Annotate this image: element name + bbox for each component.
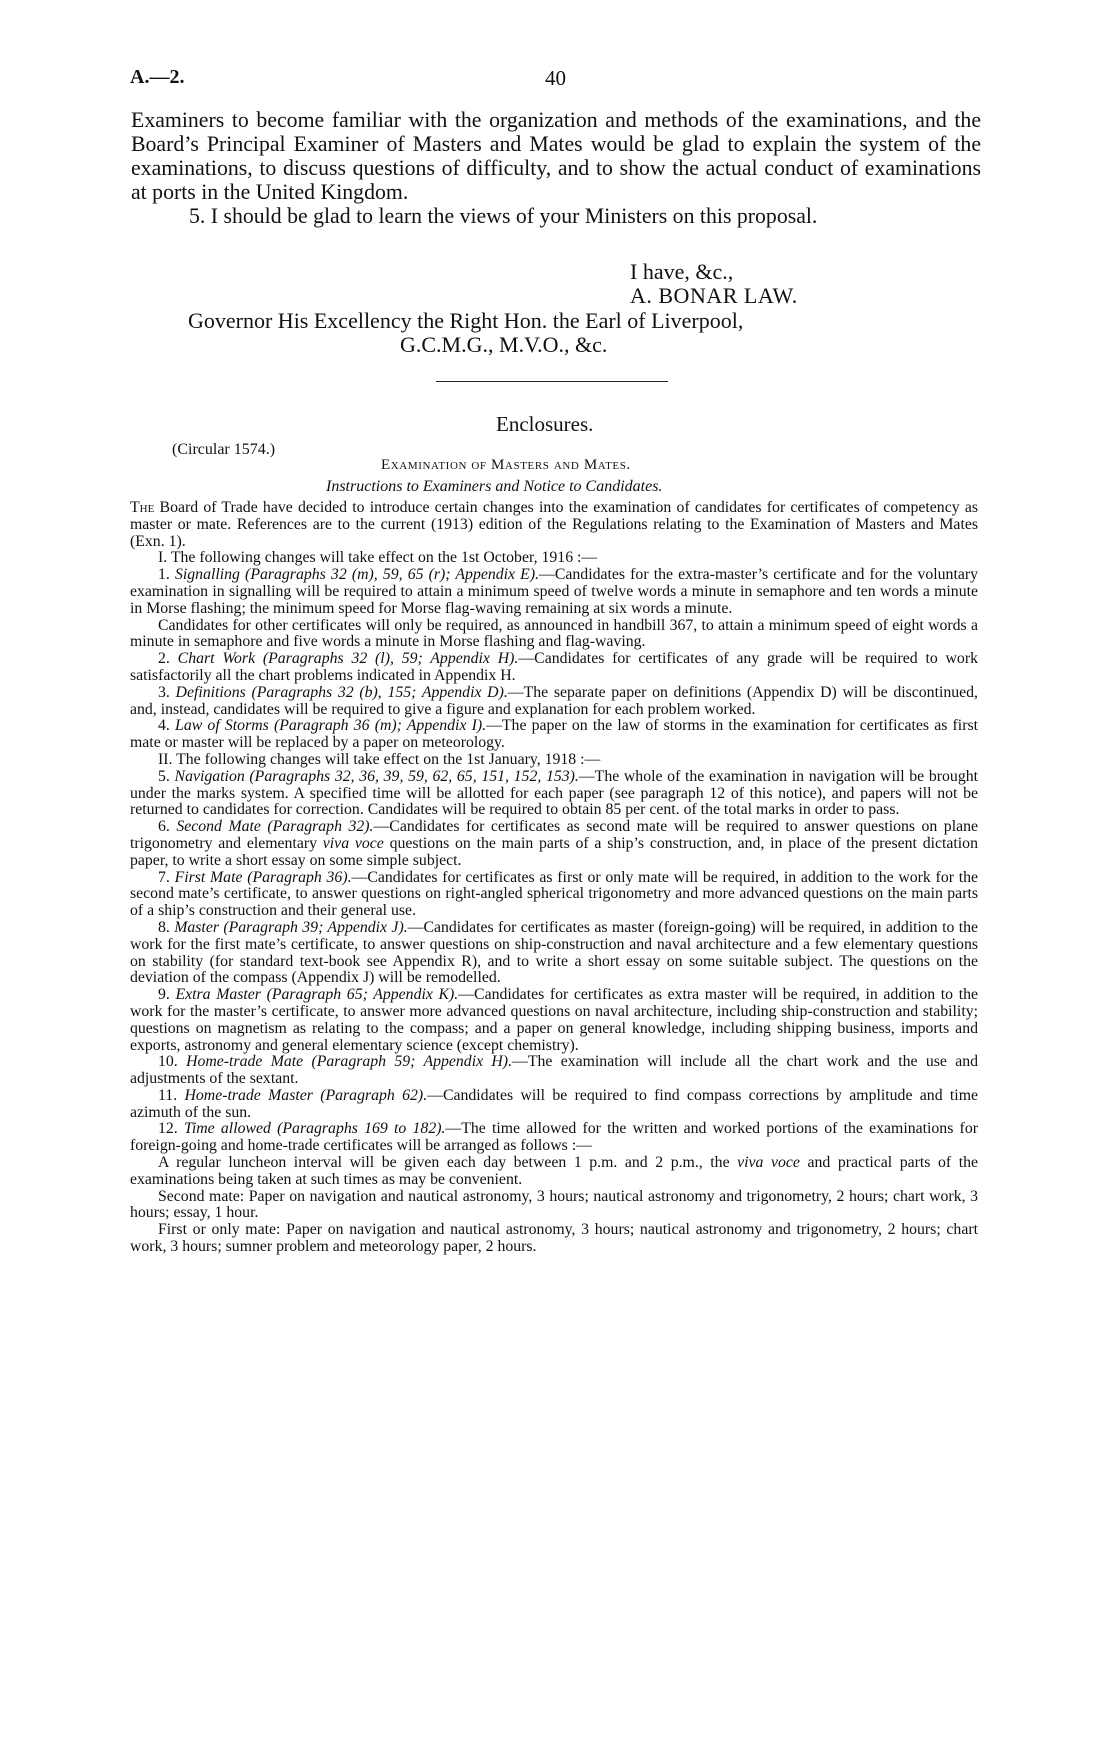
list-item <box>130 651 978 685</box>
circular-intro <box>130 500 978 550</box>
intro-word: The <box>130 499 155 516</box>
item-text: —The paper on the law of storms in the examination for certificates as first mate or master will be replaced by a paper on meteorology. <box>130 717 978 752</box>
item-text: —The examination will include all the chart work and the use and adjustments of the sextant. <box>130 1053 979 1088</box>
page-number: 40 <box>545 66 566 90</box>
item-heading: Extra Master (Paragraph 65; Appendix K). <box>175 986 459 1004</box>
item-number: 11. <box>158 1086 185 1104</box>
item-number: 9. <box>158 986 176 1004</box>
item-heading: Master (Paragraph 39; Appendix J). <box>174 918 408 936</box>
item-heading: First Mate (Paragraph 36). <box>174 868 352 886</box>
list-item <box>130 1121 978 1155</box>
item-number: 3. <box>158 683 176 701</box>
examination-heading: Examination of Masters and Mates. <box>381 457 631 473</box>
item-number: 12. <box>158 1120 184 1138</box>
item-heading: Definitions (Paragraphs 32 (b), 155; Appendix D). <box>175 683 508 701</box>
list-item <box>130 769 978 819</box>
item-text: —Candidates for certificates as master (foreign-going) will be required, in addition to the work for the first mate’s certificate, to answer questions on ship-construction and naval architecture and a few elementary questions on stability (for standard text-book see Appendix R), and to write a short essay on some suitable subject. The questions on the deviation of the compass (Appendix J) will be remodelled. <box>130 918 979 987</box>
item-heading: Home-trade Master (Paragraph 62). <box>184 1086 428 1104</box>
instructions-subheading: Instructions to Examiners and Notice to Candidates. <box>326 478 663 495</box>
item-text: —Candidates will be required to find compass corrections by amplitude and time azimuth of the sun. <box>130 1086 978 1121</box>
item-number: 7. <box>158 868 175 886</box>
enclosures-title: Enclosures. <box>496 412 594 436</box>
item-number: 10. <box>158 1053 187 1071</box>
item-italic-term: viva voce <box>322 834 384 852</box>
item-heading: Signalling (Paragraphs 32 (m), 59, 65 (r); Appendix E). <box>174 566 540 584</box>
addressee-honours: G.C.M.G., M.V.O., &c. <box>400 332 608 357</box>
item-text: A regular luncheon interval will be given each day between 1 p.m. and 2 p.m., the <box>158 1154 738 1172</box>
item-heading: Home-trade Mate (Paragraph 59; Appendix H). <box>186 1053 513 1071</box>
intro-text: Board of Trade have decided to introduce certain changes into the examination of candidates for certificates of competency as master or mate. References are to the current (1913) edition of the Regulations relating to the Examination of Masters and Mates (Exn. 1). <box>130 499 978 550</box>
list-item <box>130 567 978 617</box>
item-number: 5. <box>158 767 175 785</box>
first-mate-schedule: First or only mate: Paper on navigation and nautical astronomy, 3 hours; nautical astronomy and trigonometry, 2 hours; chart work, 3 hours; sumner problem and meteorology paper, 2 hours. <box>130 1221 978 1256</box>
section-heading-1: I. The following changes will take effect on the 1st October, 1916 :— <box>158 549 598 567</box>
section-heading-2: II. The following changes will take effect on the 1st January, 1918 :— <box>158 750 601 768</box>
document-reference: A.—2. <box>130 66 185 88</box>
item-number: 6. <box>158 818 177 836</box>
letter-paragraph-5: 5. I should be glad to learn the views of your Ministers on this proposal. <box>189 204 818 228</box>
item-text: —Candidates for certificates as extra master will be required, in addition to the work for the master’s certificate, to answer more advanced questions on naval architecture, including ship-construction and stability; questions on magnetism as relating to the compass; and a paper on general knowledge, including shipping business, imports and exports, astronomy and general elementary science (except chemistry). <box>130 986 979 1054</box>
item-heading: Chart Work (Paragraphs 32 (l), 59; Appendix H). <box>177 650 519 668</box>
list-item <box>130 819 978 869</box>
item-number: 8. <box>158 918 175 936</box>
circular-number: (Circular 1574.) <box>172 441 276 458</box>
section-divider <box>436 381 668 382</box>
list-item <box>130 1054 978 1088</box>
addressee-line: Governor His Excellency the Right Hon. the Earl of Liverpool, <box>188 308 744 333</box>
second-mate-schedule: Second mate: Paper on navigation and nautical astronomy, 3 hours; nautical astronomy and trigonometry, 2 hours; chart work, 3 hours; essay, 1 hour. <box>130 1187 978 1222</box>
item-italic-term: viva voce <box>737 1154 800 1172</box>
list-item <box>130 685 978 719</box>
page-header <box>130 66 990 96</box>
item-number: 2. <box>158 650 178 668</box>
letter-closing: I have, &c., <box>630 259 734 284</box>
circular-body <box>130 500 978 1256</box>
letter-signature: A. BONAR LAW. <box>630 283 798 308</box>
luncheon-paragraph <box>130 1155 978 1189</box>
item-text: —The separate paper on definitions (Appendix D) will be discontinued, and, instead, candidates will be required to give a figure and explanation for each problem worked. <box>130 683 978 718</box>
item-number: 4. <box>158 717 176 735</box>
item-text: —The whole of the examination in navigation will be brought under the marks system. A specified time will be allotted for each paper (see paragraph 12 of this notice), and papers will not be returned to candidates for correction. Candidates will be required to obtain 85 per cent. of the total marks in order to pass. <box>130 767 979 819</box>
list-item <box>130 987 978 1054</box>
letter-body <box>131 108 981 228</box>
item-heading: Law of Storms (Paragraph 36 (m); Appendix I). <box>175 717 487 735</box>
list-item-continuation: Candidates for other certificates will only be required, as announced in handbill 367, to attain a minimum speed of eight words a minute in semaphore and five words a minute in Morse flashing and flag-waving. <box>130 616 978 651</box>
letter-paragraph: Examiners to become familiar with the organization and methods of the examinations, and the Board’s Principal Examiner of Masters and Mates would be glad to explain the system of the examinations, to discuss questions of difficulty, and to show the actual conduct of examinations at ports in the United Kingdom. <box>131 108 981 204</box>
list-item <box>130 1088 978 1122</box>
list-item <box>130 870 978 920</box>
item-text: questions on the main parts of a ship’s construction, and, in place of the present dictation paper, to write a short essay on some simple subject. <box>130 834 978 869</box>
item-text: —Candidates for certificates as first or only mate will be required, in addition to the work for the second mate’s certificate, to answer questions on right-angled spherical trigonometry and more advanced questions on the main parts of a ship’s construction and their general use. <box>130 868 979 920</box>
item-heading: Navigation (Paragraphs 32, 36, 39, 59, 62, 65, 151, 152, 153). <box>174 767 579 785</box>
item-text: —Candidates for certificates as second mate will be required to answer questions on plane trigonometry and elementary <box>130 818 979 852</box>
item-text: —Candidates for the extra-master’s certificate and for the voluntary examination in signalling will be required to attain a minimum speed of twelve words a minute in semaphore and ten words a minute in Morse flashing; the minimum speed for Morse flag-waving remaining at six words a minute. <box>130 566 978 617</box>
item-text: —The time allowed for the written and worked portions of the examinations for foreign-going and home-trade certificates will be arranged as follows :— <box>130 1120 978 1155</box>
item-text: and practical parts of the examinations being taken at such times as may be convenient. <box>130 1154 978 1188</box>
item-heading: Time allowed (Paragraphs 169 to 182). <box>183 1120 446 1138</box>
list-item <box>130 718 978 752</box>
item-text: —Candidates for certificates of any grade will be required to work satisfactorily all the chart problems indicated in Appendix H. <box>130 650 978 684</box>
item-heading: Second Mate (Paragraph 32). <box>176 818 374 836</box>
list-item <box>130 920 978 987</box>
item-number: 1. <box>158 566 175 584</box>
